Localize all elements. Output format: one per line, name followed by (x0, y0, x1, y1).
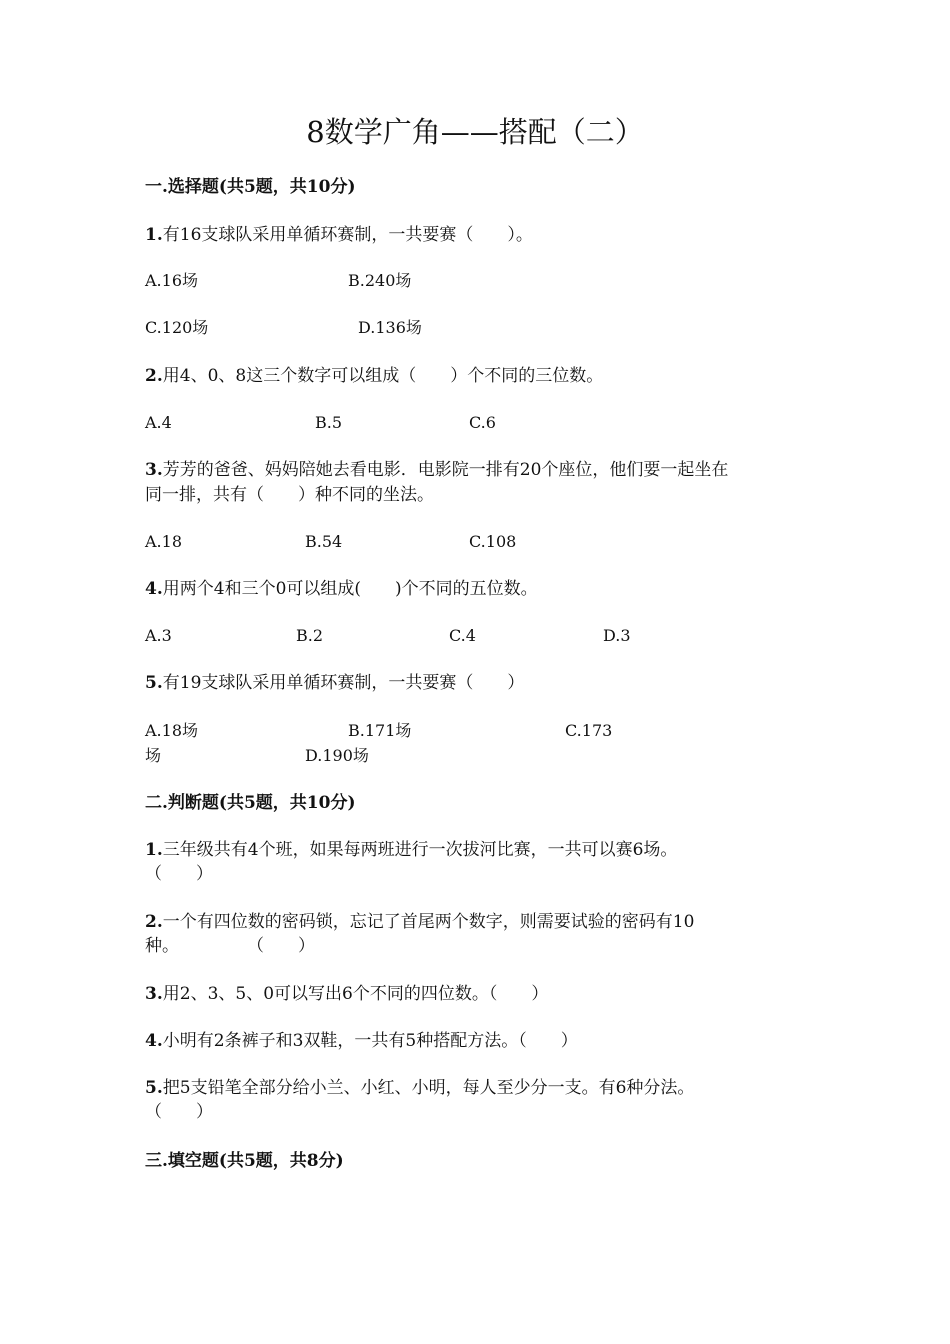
question-number: 1. (145, 840, 163, 860)
question-number: 5. (145, 673, 163, 693)
question-text: 用4、0、8这三个数字可以组成（ ）个不同的三位数。 (162, 366, 604, 386)
question-number: 4. (145, 1031, 163, 1051)
question-number: 5. (145, 1078, 163, 1098)
option-d: D.190场 (305, 746, 369, 765)
option-c: C.108 (469, 532, 517, 551)
answer-parentheses: （ ） (145, 1102, 213, 1122)
option-c: C.6 (469, 413, 496, 432)
choice-question-1 (145, 223, 533, 247)
option-c-wrap: 场 (145, 746, 162, 765)
option-d: D.136场 (358, 318, 422, 337)
choice-question-5 (145, 671, 524, 695)
choice-question-2 (145, 364, 603, 388)
question-text: 芳芳的爸爸、妈妈陪她去看电影．电影院一排有20个座位，他们要一起坐在 (162, 460, 729, 480)
question-text: 有19支球队采用单循环赛制，一共要赛（ ） (162, 673, 525, 693)
option-a: A.4 (145, 413, 172, 432)
judge-question-2 (145, 910, 694, 934)
question-number: 2. (145, 366, 163, 386)
judge-question-5 (145, 1076, 694, 1100)
question-number: 2. (145, 912, 163, 932)
option-c: C.173 (565, 721, 613, 740)
section-heading-judge: 二.判断题(共5题，共10分) (145, 793, 356, 813)
option-d: D.3 (603, 626, 631, 645)
option-b: B.54 (305, 532, 343, 551)
option-b: B.2 (296, 626, 324, 645)
option-a: A.16场 (145, 271, 199, 290)
option-a: A.18场 (145, 721, 199, 740)
option-b: B.171场 (348, 721, 412, 740)
question-text-line-2: 同一排，共有（ ）种不同的坐法。 (145, 485, 434, 505)
question-text: 有16支球队采用单循环赛制，一共要赛（ ）。 (162, 225, 533, 245)
choice-question-4 (145, 577, 538, 601)
judge-question-4 (145, 1029, 578, 1053)
answer-parentheses: （ ） (145, 864, 213, 884)
question-text: 把5支铅笔全部分给小兰、小红、小明，每人至少分一支。有6种分法。 (162, 1078, 695, 1098)
option-b: B.5 (315, 413, 343, 432)
question-text: 一个有四位数的密码锁，忘记了首尾两个数字，则需要试验的密码有10 (162, 912, 695, 932)
question-text: 用两个4和三个0可以组成( )个不同的五位数。 (162, 579, 538, 599)
question-number: 3. (145, 984, 163, 1004)
option-c: C.120场 (145, 318, 209, 337)
section-heading-choice: 一.选择题(共5题，共10分) (145, 177, 356, 197)
question-text: 三年级共有4个班，如果每两班进行一次拔河比赛，一共可以赛6场。 (162, 840, 678, 860)
option-a: A.18 (145, 532, 182, 551)
page-title: 8数学广角——搭配（二） (306, 115, 644, 149)
option-a: A.3 (145, 626, 172, 645)
question-text-line-2: 种。 （ ） (145, 936, 315, 956)
section-heading-fill: 三.填空题(共5题，共8分) (145, 1151, 344, 1171)
option-b: B.240场 (348, 271, 412, 290)
question-number: 3. (145, 460, 163, 480)
question-text: 小明有2条裤子和3双鞋，一共有5种搭配方法。（ ） (162, 1031, 578, 1051)
question-text: 用2、3、5、0可以写出6个不同的四位数。（ ） (162, 984, 549, 1004)
option-c: C.4 (449, 626, 476, 645)
question-number: 1. (145, 225, 163, 245)
judge-question-3 (145, 982, 548, 1006)
judge-question-1 (145, 838, 677, 862)
choice-question-3 (145, 458, 728, 482)
question-number: 4. (145, 579, 163, 599)
